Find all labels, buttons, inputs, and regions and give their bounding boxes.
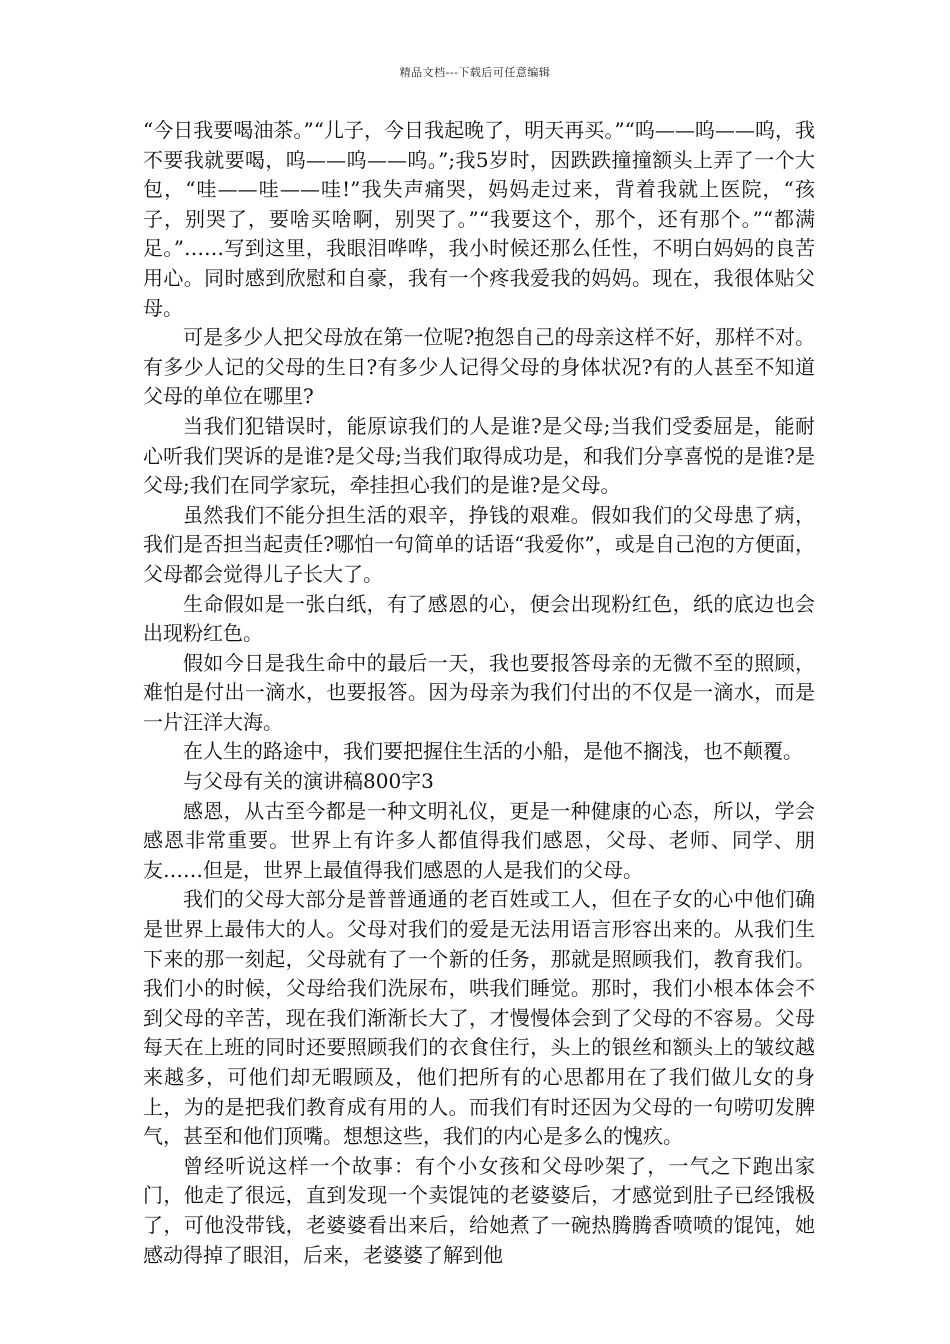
paragraph-3: 当我们犯错误时，能原谅我们的人是谁?是父母;当我们受委屈是，能耐心听我们哭诉的是谁?是父母;当我们取得成功是，和我们分享喜悦的是谁?是父母;我们在同学家玩，牵挂担心我们的是谁?是父母。 — [143, 413, 815, 498]
paragraph-5: 生命假如是一张白纸，有了感恩的心，便会出现粉红色，纸的底边也会出现粉红色。 — [143, 591, 815, 646]
paragraph-10: 曾经听说这样一个故事：有个小女孩和父母吵架了，一气之下跑出家门，他走了很远，直到发现一个卖馄饨的老婆婆后，才感觉到肚子已经饿极了，可他没带钱，老婆婆看出来后，给她煮了一碗热腾腾香喷喷的馄饨，她感动得掉了眼泪，后来，老婆婆了解到他 — [143, 1153, 815, 1267]
paragraph-7: 在人生的路途中，我们要把握住生活的小船，是他不搁浅，也不颠覆。 — [183, 739, 803, 764]
paragraph-6: 假如今日是我生命中的最后一天，我也要报答母亲的无微不至的照顾，难怕是付出一滴水，也要报答。因为母亲为我们付出的不仅是一滴水，而是一片汪洋大海。 — [143, 650, 815, 734]
paragraph-1: “今日我要喝油茶。”“儿子，今日我起晚了，明天再买。”“呜——呜——呜，我不要我就要喝，呜——呜——呜。”;我5岁时，因跌跌撞撞额头上弄了一个大包，“哇——哇——哇!”我失声痛哭，妈妈走过来，背着我就上医院，“孩子，别哭了，要啥买啥啊，别哭了。”“我要这个，那个，还有那个。”“都满足。”……写到这里，我眼泪哗哗，我小时候还那么任性，不明白妈妈的良苦用心。同时感到欣慰和自豪，我有一个疼我爱我的妈妈。现在，我很体贴父母。 — [143, 118, 815, 320]
paragraph-8: 感恩，从古至今都是一种文明礼仪，更是一种健康的心态，所以，学会感恩非常重要。世界上有许多人都值得我们感恩，父母、老师、同学、朋友……但是，世界上最值得我们感恩的人是我们的父母。 — [143, 798, 815, 882]
paragraph-2: 可是多少人把父母放在第一位呢?抱怨自己的母亲这样不好，那样不对。有多少人记的父母的生日?有多少人记得父母的身体状况?有的人甚至不知道父母的单位在哪里? — [143, 325, 815, 409]
section-heading: 与父母有关的演讲稿800字3 — [183, 769, 434, 794]
document-body — [143, 116, 815, 1270]
page-header: 精品文档---下载后可任意编辑 — [399, 66, 551, 79]
paragraph-4: 虽然我们不能分担生活的艰辛，挣钱的艰难。假如我们的父母患了病，我们是否担当起责任?哪怕一句简单的话语“我爱你”，或是自己泡的方便面，父母都会觉得儿子长大了。 — [143, 502, 815, 586]
paragraph-9: 我们的父母大部分是普普通通的老百姓或工人，但在子女的心中他们确是世界上最伟大的人。父母对我们的爱是无法用语言形容出来的。从我们生下来的那一刻起，父母就有了一个新的任务，那就是照顾我们，教育我们。我们小的时候，父母给我们洗尿布，哄我们睡觉。那时，我们小根本体会不到父母的辛苦，现在我们渐渐长大了，才慢慢体会到了父母的不容易。父母每天在上班的同时还要照顾我们的衣食住行，头上的银丝和额头上的皱纹越来越多，可他们却无暇顾及，他们把所有的心思都用在了我们做儿女的身上，为的是把我们教育成有用的人。而我们有时还因为父母的一句唠叨发脾气，甚至和他们顶嘴。想想这些，我们的内心是多么的愧疚。 — [143, 887, 815, 1149]
